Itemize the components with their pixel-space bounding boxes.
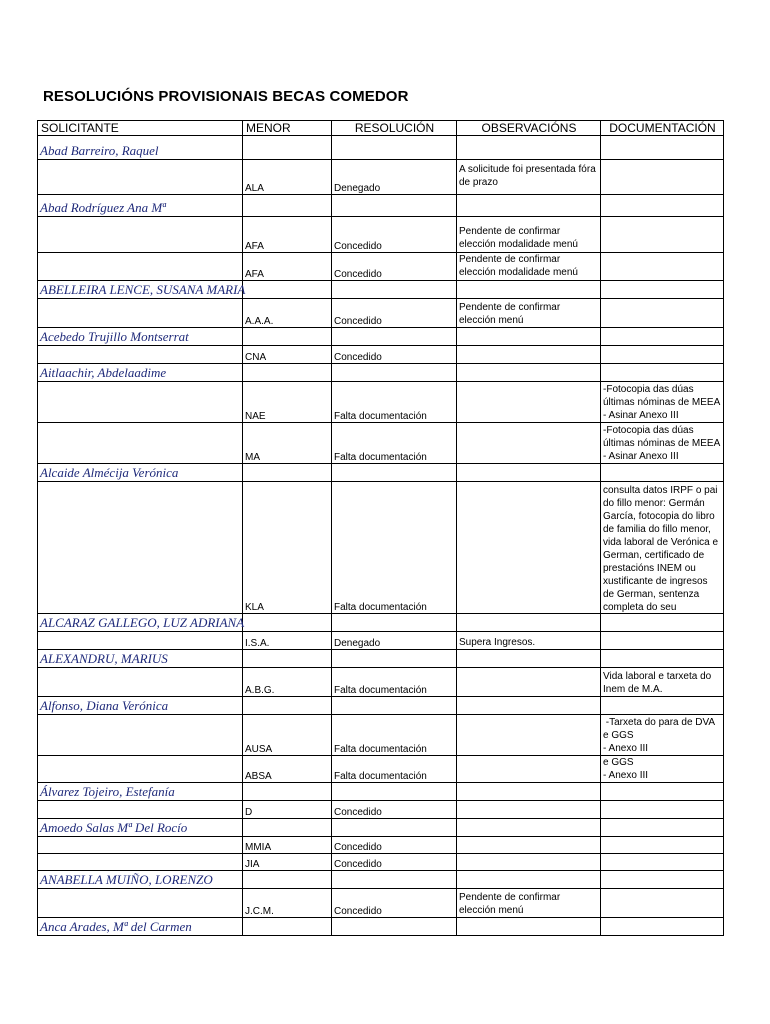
observation-cell xyxy=(457,423,601,464)
observation-text: Pendente de confirmar elección menú xyxy=(459,892,563,916)
menor-cell: ABSA xyxy=(243,756,332,783)
observation-cell xyxy=(457,482,601,614)
menor-cell: AUSA xyxy=(243,715,332,756)
applicant-name: Abad Rodríguez Ana Mª xyxy=(38,195,243,217)
applicant-row xyxy=(38,136,724,160)
table-row xyxy=(38,801,724,819)
observation-cell xyxy=(457,801,601,819)
documentation-cell xyxy=(601,632,724,650)
applicant-name: Alcaide Almécija Verónica xyxy=(38,464,243,482)
documentation-cell xyxy=(601,889,724,918)
documentation-cell xyxy=(601,423,724,464)
documentation-text: -Fotocopia das dúas últimas nóminas de MEEA - Asinar Anexo III xyxy=(603,425,721,462)
resolution-cell: Denegado xyxy=(332,632,457,650)
documentation-cell xyxy=(601,715,724,756)
applicant-row xyxy=(38,328,724,346)
resolution-cell: Denegado xyxy=(332,160,457,195)
table-row xyxy=(38,668,724,697)
resolution-cell: Falta documentación xyxy=(332,423,457,464)
resolution-cell: Concedido xyxy=(332,801,457,819)
applicant-name: Acebedo Trujillo Montserrat xyxy=(38,328,243,346)
observation-cell xyxy=(457,715,601,756)
observation-cell xyxy=(457,854,601,871)
documentation-text: -Fotocopia das dúas últimas nóminas de MEEA - Asinar Anexo III xyxy=(603,384,721,421)
documentation-cell xyxy=(601,217,724,253)
menor-cell: A.A.A. xyxy=(243,299,332,328)
observation-cell xyxy=(457,346,601,364)
resolution-cell: Concedido xyxy=(332,889,457,918)
documentation-cell xyxy=(601,160,724,195)
applicant-name: Álvarez Tojeiro, Estefanía xyxy=(38,783,243,801)
observation-text: A solicitude foi presentada fóra de prazo xyxy=(459,164,599,188)
table-row xyxy=(38,382,724,423)
applicant-row xyxy=(38,650,724,668)
column-header-documentacion: DOCUMENTACIÓN xyxy=(601,121,724,136)
documentation-cell xyxy=(601,299,724,328)
table-row xyxy=(38,217,724,253)
applicant-row xyxy=(38,614,724,632)
observation-text: Pendente de confirmar elección menú xyxy=(459,302,563,326)
documentation-cell xyxy=(601,482,724,614)
applicant-name: Alfonso, Diana Verónica xyxy=(38,697,243,715)
table-row xyxy=(38,715,724,756)
table-row xyxy=(38,423,724,464)
documentation-text: Vida laboral e tarxeta do Inem de M.A. xyxy=(603,671,715,695)
observation-text: Pendente de confirmar elección modalidade menú xyxy=(459,254,578,278)
documentation-cell xyxy=(601,756,724,783)
documentation-text: consulta datos IRPF o pai do fillo menor: Germán García, fotocopia do libro de familia do fillo menor, vida laboral de Verónica e German, certificado de prestacións INEM ou xustificante de ingresos de German, sentenza completa do seu xyxy=(603,485,721,613)
resolution-cell: Falta documentación xyxy=(332,756,457,783)
documentation-cell xyxy=(601,854,724,871)
menor-cell: AFA xyxy=(243,217,332,253)
observation-cell xyxy=(457,253,601,281)
menor-cell: CNA xyxy=(243,346,332,364)
table-row xyxy=(38,253,724,281)
column-header-observacions: OBSERVACIÓNS xyxy=(457,121,601,136)
applicant-row xyxy=(38,464,724,482)
table-row xyxy=(38,299,724,328)
table-row xyxy=(38,632,724,650)
menor-cell: KLA xyxy=(243,482,332,614)
observation-cell xyxy=(457,756,601,783)
documentation-cell xyxy=(601,253,724,281)
applicant-row xyxy=(38,195,724,217)
table-row xyxy=(38,854,724,871)
resolution-cell: Concedido xyxy=(332,299,457,328)
table-row xyxy=(38,482,724,614)
resolution-cell: Falta documentación xyxy=(332,382,457,423)
applicant-row xyxy=(38,819,724,837)
applicant-name: Amoedo Salas Mª Del Rocío xyxy=(38,819,243,837)
column-header-solicitante: SOLICITANTE xyxy=(38,121,243,136)
applicant-name: ABELLEIRA LENCE, SUSANA MARIA xyxy=(38,281,243,299)
resolution-cell: Falta documentación xyxy=(332,668,457,697)
table-row xyxy=(38,160,724,195)
menor-cell: J.C.M. xyxy=(243,889,332,918)
menor-cell: MA xyxy=(243,423,332,464)
resolution-cell: Concedido xyxy=(332,837,457,854)
applicant-row xyxy=(38,281,724,299)
applicant-row xyxy=(38,783,724,801)
resolution-cell: Concedido xyxy=(332,854,457,871)
resolutions-table xyxy=(37,120,724,936)
applicant-row xyxy=(38,871,724,889)
applicant-row xyxy=(38,918,724,936)
menor-cell: AFA xyxy=(243,253,332,281)
observation-cell xyxy=(457,382,601,423)
observation-cell xyxy=(457,668,601,697)
column-header-menor: MENOR xyxy=(243,121,332,136)
observation-cell xyxy=(457,299,601,328)
table-row xyxy=(38,889,724,918)
menor-cell: A.B.G. xyxy=(243,668,332,697)
menor-cell: ALA xyxy=(243,160,332,195)
page-title: RESOLUCIÓNS PROVISIONAIS BECAS COMEDOR xyxy=(43,88,409,105)
menor-cell: D xyxy=(243,801,332,819)
table-row xyxy=(38,756,724,783)
observation-text: Pendente de confirmar elección modalidade menú xyxy=(459,226,578,250)
documentation-text: -Tarxeta do para de DVA e GGS - Anexo III xyxy=(603,717,715,754)
documentation-cell xyxy=(601,382,724,423)
column-header-resolucion: RESOLUCIÓN xyxy=(332,121,457,136)
menor-cell: JIA xyxy=(243,854,332,871)
applicant-row xyxy=(38,364,724,382)
menor-cell: NAE xyxy=(243,382,332,423)
documentation-cell xyxy=(601,346,724,364)
table-row xyxy=(38,837,724,854)
resolution-cell: Concedido xyxy=(332,253,457,281)
observation-cell: Supera Ingresos. xyxy=(457,632,601,650)
table-row xyxy=(38,346,724,364)
documentation-text: e GGS - Anexo III xyxy=(603,757,649,781)
documentation-cell xyxy=(601,837,724,854)
applicant-name: Anca Arades, Mª del Carmen xyxy=(38,918,243,936)
menor-cell: MMIA xyxy=(243,837,332,854)
header-row xyxy=(38,121,724,136)
applicant-name: Abad Barreiro, Raquel xyxy=(38,136,243,160)
observation-cell xyxy=(457,217,601,253)
observation-cell xyxy=(457,889,601,918)
applicant-name: ALCARAZ GALLEGO, LUZ ADRIANA xyxy=(38,614,243,632)
menor-cell: I.S.A. xyxy=(243,632,332,650)
applicant-name: ALEXANDRU, MARIUS xyxy=(38,650,243,668)
applicant-name: Aitlaachir, Abdelaadime xyxy=(38,364,243,382)
documentation-cell xyxy=(601,668,724,697)
observation-cell xyxy=(457,837,601,854)
resolution-cell: Falta documentación xyxy=(332,715,457,756)
resolution-cell: Falta documentación xyxy=(332,482,457,614)
applicant-row xyxy=(38,697,724,715)
applicant-name: ANABELLA MUIÑO, LORENZO xyxy=(38,871,243,889)
resolution-cell: Concedido xyxy=(332,346,457,364)
observation-cell xyxy=(457,160,601,195)
documentation-cell xyxy=(601,801,724,819)
resolution-cell: Concedido xyxy=(332,217,457,253)
